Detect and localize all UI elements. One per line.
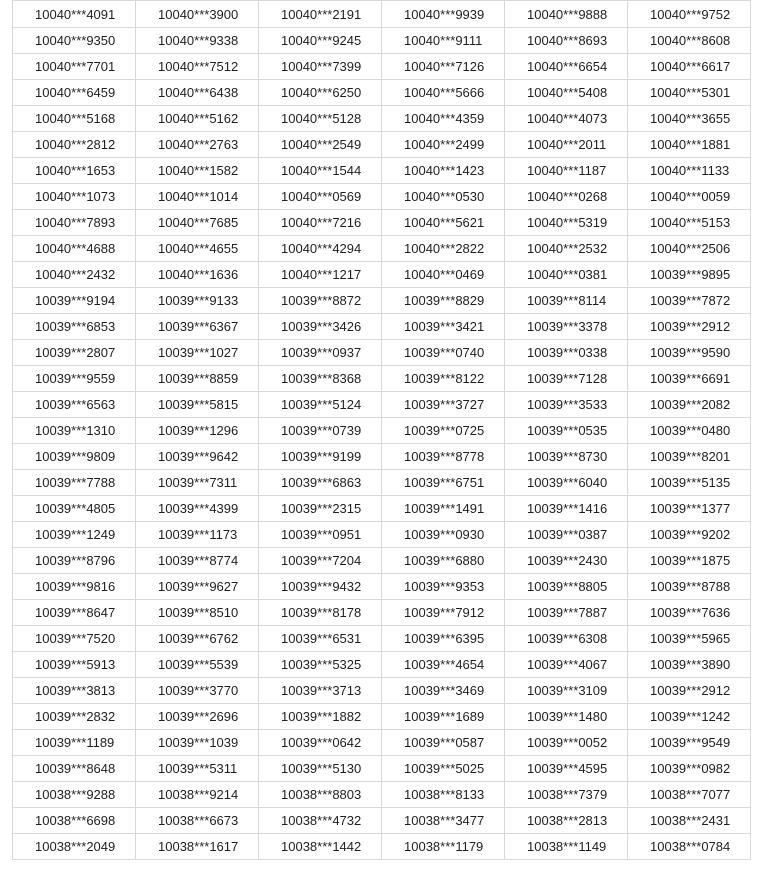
- table-cell: 10039***8201: [628, 444, 751, 470]
- table-cell: 10039***2696: [136, 704, 259, 730]
- table-cell: 10040***1881: [628, 132, 751, 158]
- table-row: [13, 470, 751, 496]
- table-cell: 10039***7912: [382, 600, 505, 626]
- table-cell: 10039***5025: [382, 756, 505, 782]
- table-cell: 10039***9353: [382, 574, 505, 600]
- table-cell: 10040***7512: [136, 54, 259, 80]
- table-cell: 10039***9627: [136, 574, 259, 600]
- table-row: [13, 236, 751, 262]
- table-cell: 10040***4294: [259, 236, 382, 262]
- table-cell: 10039***7788: [13, 470, 136, 496]
- table-cell: 10039***2807: [13, 340, 136, 366]
- table-row: [13, 678, 751, 704]
- table-cell: 10040***7126: [382, 54, 505, 80]
- table-cell: 10040***4688: [13, 236, 136, 262]
- table-cell: 10039***9642: [136, 444, 259, 470]
- table-cell: 10039***0937: [259, 340, 382, 366]
- table-cell: 10040***1582: [136, 158, 259, 184]
- table-cell: 10040***5666: [382, 80, 505, 106]
- table-cell: 10039***7311: [136, 470, 259, 496]
- table-cell: 10040***1073: [13, 184, 136, 210]
- table-cell: 10039***3533: [505, 392, 628, 418]
- table-cell: 10039***7204: [259, 548, 382, 574]
- table-cell: 10039***8114: [505, 288, 628, 314]
- table-cell: 10039***9895: [628, 262, 751, 288]
- table-cell: 10040***1423: [382, 158, 505, 184]
- table-cell: 10039***2315: [259, 496, 382, 522]
- table-cell: 10040***9338: [136, 28, 259, 54]
- table-cell: 10038***8133: [382, 782, 505, 808]
- table-cell: 10040***5301: [628, 80, 751, 106]
- table-row: [13, 704, 751, 730]
- table-cell: 10040***0059: [628, 184, 751, 210]
- table-cell: 10039***9202: [628, 522, 751, 548]
- table-cell: 10039***0642: [259, 730, 382, 756]
- table-cell: 10039***4805: [13, 496, 136, 522]
- table-cell: 10039***1027: [136, 340, 259, 366]
- table-cell: 10039***5311: [136, 756, 259, 782]
- table-cell: 10040***1133: [628, 158, 751, 184]
- table-cell: 10039***8122: [382, 366, 505, 392]
- table-cell: 10039***6367: [136, 314, 259, 340]
- table-cell: 10040***2812: [13, 132, 136, 158]
- table-cell: 10039***6762: [136, 626, 259, 652]
- table-cell: 10039***1689: [382, 704, 505, 730]
- table-cell: 10039***5135: [628, 470, 751, 496]
- table-row: [13, 314, 751, 340]
- table-cell: 10039***2912: [628, 314, 751, 340]
- table-cell: 10039***7128: [505, 366, 628, 392]
- table-cell: 10040***5128: [259, 106, 382, 132]
- table-cell: 10038***2049: [13, 834, 136, 860]
- table-cell: 10039***8730: [505, 444, 628, 470]
- table-row: [13, 522, 751, 548]
- table-cell: 10040***2549: [259, 132, 382, 158]
- table-cell: 10039***6853: [13, 314, 136, 340]
- table-cell: 10040***2763: [136, 132, 259, 158]
- table-cell: 10039***5965: [628, 626, 751, 652]
- table-cell: 10040***1014: [136, 184, 259, 210]
- table-cell: 10039***9133: [136, 288, 259, 314]
- table-cell: 10039***1882: [259, 704, 382, 730]
- table-cell: 10039***8805: [505, 574, 628, 600]
- table-cell: 10039***5539: [136, 652, 259, 678]
- table-cell: 10039***3727: [382, 392, 505, 418]
- table-cell: 10040***1187: [505, 158, 628, 184]
- table-row: [13, 496, 751, 522]
- table-cell: 10040***7399: [259, 54, 382, 80]
- table-cell: 10040***6438: [136, 80, 259, 106]
- table-row: [13, 210, 751, 236]
- table-cell: 10039***6563: [13, 392, 136, 418]
- table-cell: 10039***8178: [259, 600, 382, 626]
- table-cell: 10039***6691: [628, 366, 751, 392]
- table-cell: 10039***2430: [505, 548, 628, 574]
- table-cell: 10038***8803: [259, 782, 382, 808]
- table-cell: 10040***7216: [259, 210, 382, 236]
- table-row: [13, 392, 751, 418]
- table-row: [13, 80, 751, 106]
- table-cell: 10040***1544: [259, 158, 382, 184]
- table-cell: 10040***0530: [382, 184, 505, 210]
- table-cell: 10038***9288: [13, 782, 136, 808]
- table-row: [13, 366, 751, 392]
- table-cell: 10039***2832: [13, 704, 136, 730]
- table-cell: 10039***9816: [13, 574, 136, 600]
- table-cell: 10039***1189: [13, 730, 136, 756]
- table-cell: 10040***4359: [382, 106, 505, 132]
- table-cell: 10039***1249: [13, 522, 136, 548]
- table-cell: 10039***6863: [259, 470, 382, 496]
- table-cell: 10039***5130: [259, 756, 382, 782]
- table-cell: 10039***5124: [259, 392, 382, 418]
- table-cell: 10038***1617: [136, 834, 259, 860]
- table-row: [13, 158, 751, 184]
- table-cell: 10039***1310: [13, 418, 136, 444]
- table-cell: 10040***9752: [628, 1, 751, 28]
- id-table: [12, 0, 751, 860]
- table-row: [13, 106, 751, 132]
- table-cell: 10039***6751: [382, 470, 505, 496]
- table-cell: 10038***3477: [382, 808, 505, 834]
- table-cell: 10040***2499: [382, 132, 505, 158]
- table-cell: 10039***4399: [136, 496, 259, 522]
- table-cell: 10040***6250: [259, 80, 382, 106]
- table-cell: 10038***6698: [13, 808, 136, 834]
- table-cell: 10038***6673: [136, 808, 259, 834]
- table-cell: 10040***3655: [628, 106, 751, 132]
- table-row: [13, 574, 751, 600]
- table-cell: 10038***1179: [382, 834, 505, 860]
- table-row: [13, 756, 751, 782]
- table-cell: 10039***3890: [628, 652, 751, 678]
- table-cell: 10039***7872: [628, 288, 751, 314]
- table-cell: 10038***0784: [628, 834, 751, 860]
- table-cell: 10040***1217: [259, 262, 382, 288]
- table-row: [13, 600, 751, 626]
- table-cell: 10040***9245: [259, 28, 382, 54]
- table-cell: 10040***2011: [505, 132, 628, 158]
- table-cell: 10038***2431: [628, 808, 751, 834]
- table-cell: 10039***8774: [136, 548, 259, 574]
- table-row: [13, 262, 751, 288]
- table-cell: 10039***0739: [259, 418, 382, 444]
- table-cell: 10039***2082: [628, 392, 751, 418]
- table-cell: 10039***8872: [259, 288, 382, 314]
- table-cell: 10039***6040: [505, 470, 628, 496]
- table-cell: 10039***9559: [13, 366, 136, 392]
- table-cell: 10039***1480: [505, 704, 628, 730]
- table-row: [13, 1, 751, 28]
- table-cell: 10040***2191: [259, 1, 382, 28]
- table-cell: 10040***5168: [13, 106, 136, 132]
- table-cell: 10039***0587: [382, 730, 505, 756]
- table-row: [13, 782, 751, 808]
- table-cell: 10040***2822: [382, 236, 505, 262]
- table-cell: 10039***9549: [628, 730, 751, 756]
- table-cell: 10039***0052: [505, 730, 628, 756]
- table-cell: 10039***1416: [505, 496, 628, 522]
- table-cell: 10039***1173: [136, 522, 259, 548]
- table-cell: 10040***2532: [505, 236, 628, 262]
- table-cell: 10039***3813: [13, 678, 136, 704]
- table-cell: 10039***3770: [136, 678, 259, 704]
- table-cell: 10039***9194: [13, 288, 136, 314]
- table-cell: 10038***1149: [505, 834, 628, 860]
- table-cell: 10038***1442: [259, 834, 382, 860]
- table-cell: 10039***5815: [136, 392, 259, 418]
- table-cell: 10039***5913: [13, 652, 136, 678]
- table-cell: 10040***2432: [13, 262, 136, 288]
- table-cell: 10040***6617: [628, 54, 751, 80]
- table-cell: 10039***1039: [136, 730, 259, 756]
- table-cell: 10039***3109: [505, 678, 628, 704]
- table-cell: 10040***1653: [13, 158, 136, 184]
- table-cell: 10039***8788: [628, 574, 751, 600]
- table-cell: 10039***4067: [505, 652, 628, 678]
- table-cell: 10039***4654: [382, 652, 505, 678]
- table-cell: 10039***8829: [382, 288, 505, 314]
- table-cell: 10039***8510: [136, 600, 259, 626]
- table-cell: 10039***7520: [13, 626, 136, 652]
- table-cell: 10040***0268: [505, 184, 628, 210]
- table-cell: 10039***9809: [13, 444, 136, 470]
- table-row: [13, 184, 751, 210]
- table-cell: 10039***8778: [382, 444, 505, 470]
- table-cell: 10039***3378: [505, 314, 628, 340]
- table-cell: 10040***9350: [13, 28, 136, 54]
- table-cell: 10040***2506: [628, 236, 751, 262]
- table-cell: 10039***8647: [13, 600, 136, 626]
- table-row: [13, 288, 751, 314]
- table-cell: 10039***1491: [382, 496, 505, 522]
- table-cell: 10040***4655: [136, 236, 259, 262]
- table-cell: 10040***5162: [136, 106, 259, 132]
- table-cell: 10040***7685: [136, 210, 259, 236]
- table-cell: 10039***3469: [382, 678, 505, 704]
- table-row: [13, 132, 751, 158]
- table-cell: 10040***5319: [505, 210, 628, 236]
- table-row: [13, 834, 751, 860]
- table-cell: 10040***5621: [382, 210, 505, 236]
- table-row: [13, 730, 751, 756]
- table-cell: 10039***6308: [505, 626, 628, 652]
- table-cell: 10040***5408: [505, 80, 628, 106]
- id-table-body: [13, 1, 751, 860]
- table-cell: 10038***7077: [628, 782, 751, 808]
- table-cell: 10040***0469: [382, 262, 505, 288]
- table-cell: 10039***6531: [259, 626, 382, 652]
- table-row: [13, 340, 751, 366]
- table-row: [13, 548, 751, 574]
- table-cell: 10040***9111: [382, 28, 505, 54]
- table-row: [13, 418, 751, 444]
- table-cell: 10039***7887: [505, 600, 628, 626]
- table-row: [13, 808, 751, 834]
- table-cell: 10039***8648: [13, 756, 136, 782]
- table-cell: 10039***8859: [136, 366, 259, 392]
- table-cell: 10039***3421: [382, 314, 505, 340]
- table-cell: 10040***4091: [13, 1, 136, 28]
- table-cell: 10039***0951: [259, 522, 382, 548]
- table-cell: 10039***0725: [382, 418, 505, 444]
- table-cell: 10039***0387: [505, 522, 628, 548]
- table-cell: 10040***0381: [505, 262, 628, 288]
- table-cell: 10038***9214: [136, 782, 259, 808]
- table-cell: 10039***0982: [628, 756, 751, 782]
- table-cell: 10040***8608: [628, 28, 751, 54]
- table-cell: 10039***5325: [259, 652, 382, 678]
- table-cell: 10039***1296: [136, 418, 259, 444]
- table-cell: 10040***6459: [13, 80, 136, 106]
- table-row: [13, 28, 751, 54]
- table-cell: 10039***9432: [259, 574, 382, 600]
- table-cell: 10040***5153: [628, 210, 751, 236]
- table-cell: 10039***3426: [259, 314, 382, 340]
- table-row: [13, 626, 751, 652]
- table-cell: 10039***4595: [505, 756, 628, 782]
- table-row: [13, 444, 751, 470]
- table-cell: 10039***3713: [259, 678, 382, 704]
- table-cell: 10039***0480: [628, 418, 751, 444]
- table-cell: 10039***0740: [382, 340, 505, 366]
- table-row: [13, 54, 751, 80]
- table-cell: 10039***0930: [382, 522, 505, 548]
- table-cell: 10039***0535: [505, 418, 628, 444]
- table-cell: 10039***0338: [505, 340, 628, 366]
- table-cell: 10038***2813: [505, 808, 628, 834]
- table-cell: 10039***1875: [628, 548, 751, 574]
- table-cell: 10039***7636: [628, 600, 751, 626]
- table-cell: 10039***1377: [628, 496, 751, 522]
- table-cell: 10039***9590: [628, 340, 751, 366]
- table-cell: 10040***1636: [136, 262, 259, 288]
- table-cell: 10039***9199: [259, 444, 382, 470]
- table-cell: 10040***9939: [382, 1, 505, 28]
- table-cell: 10040***7701: [13, 54, 136, 80]
- table-cell: 10039***8368: [259, 366, 382, 392]
- table-cell: 10040***8693: [505, 28, 628, 54]
- table-cell: 10039***6395: [382, 626, 505, 652]
- table-cell: 10040***9888: [505, 1, 628, 28]
- table-cell: 10039***1242: [628, 704, 751, 730]
- table-cell: 10040***7893: [13, 210, 136, 236]
- table-cell: 10040***6654: [505, 54, 628, 80]
- table-cell: 10040***0569: [259, 184, 382, 210]
- table-cell: 10040***4073: [505, 106, 628, 132]
- table-cell: 10038***4732: [259, 808, 382, 834]
- table-cell: 10038***7379: [505, 782, 628, 808]
- table-cell: 10039***8796: [13, 548, 136, 574]
- id-table-container: [12, 0, 751, 860]
- table-cell: 10039***6880: [382, 548, 505, 574]
- table-row: [13, 652, 751, 678]
- table-cell: 10040***3900: [136, 1, 259, 28]
- table-cell: 10039***2912: [628, 678, 751, 704]
